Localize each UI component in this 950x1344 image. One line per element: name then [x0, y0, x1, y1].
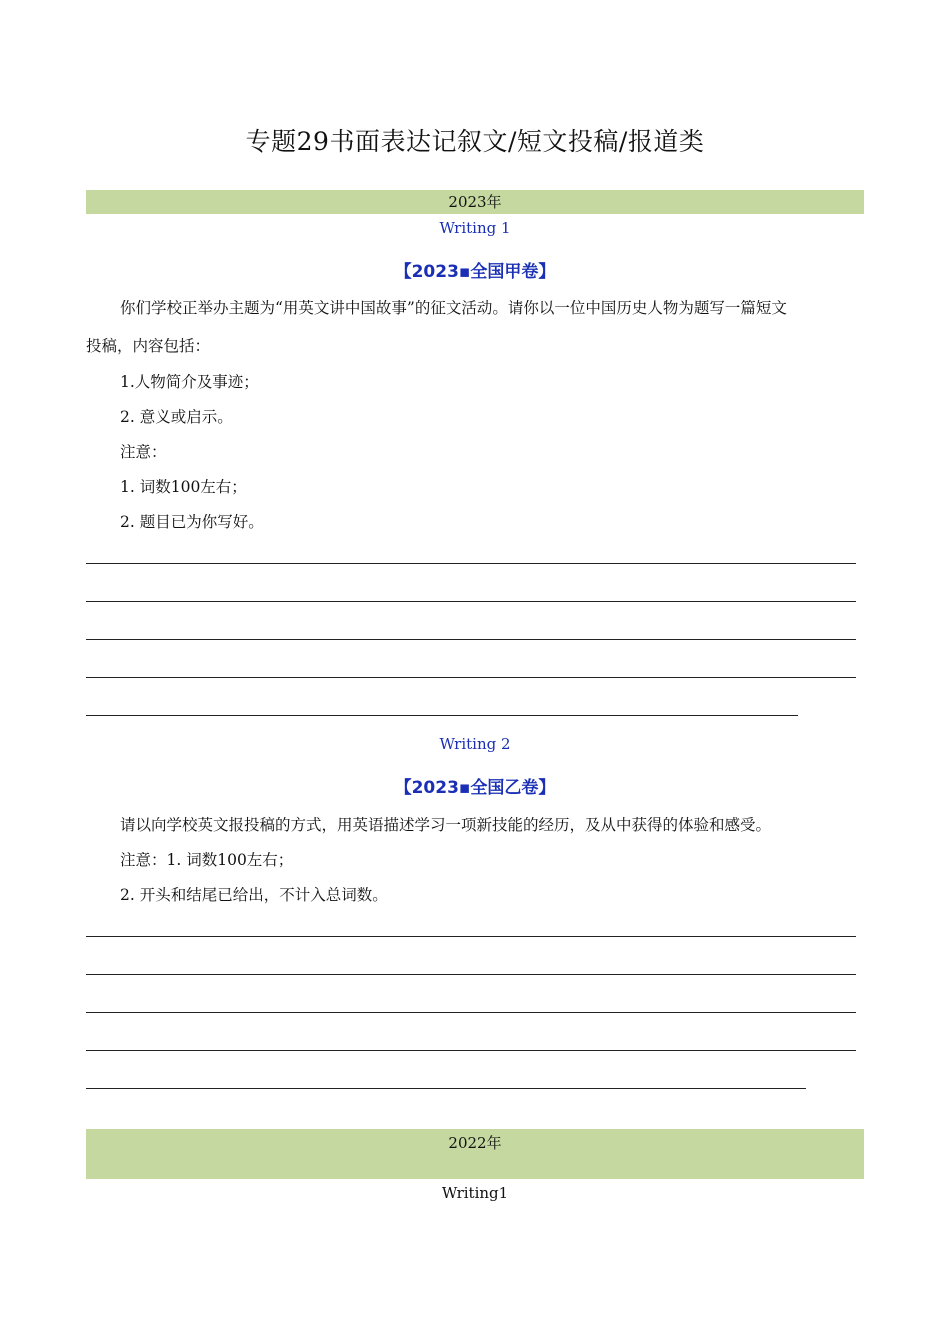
answer-line	[86, 639, 856, 640]
writing-1-item: 1.人物简介及事迹；	[120, 373, 259, 391]
year-band-2022	[86, 1129, 864, 1179]
writing-1-item: 2. 题目已为你写好。	[120, 513, 264, 531]
answer-line	[86, 974, 856, 975]
writing-2022-1-label: Writing1	[441, 1184, 509, 1202]
writing-1-note-heading: 注意：	[120, 443, 167, 461]
year-label: 2022年	[448, 1134, 502, 1152]
answer-line	[86, 601, 856, 602]
answer-line	[86, 677, 856, 678]
answer-line	[86, 936, 856, 937]
page-title: 专题29书面表达记叙文/短文投稿/报道类	[245, 127, 705, 156]
writing-1-prompt-line1: 你们学校正举办主题为“用英文讲中国故事”的征文活动。请你以一位中国历史人物为题写一篇短文	[120, 299, 787, 317]
writing-2-label: Writing 2	[439, 735, 511, 753]
year-label: 2023年	[448, 193, 502, 211]
answer-line	[86, 1012, 856, 1013]
writing-2-prompt-line1: 请以向学校英文报投稿的方式，用英语描述学习一项新技能的经历，及从中获得的体验和感受。	[120, 816, 772, 834]
writing-1-source: 【2023▪全国甲卷】	[394, 262, 556, 282]
year-band-2023	[86, 190, 864, 214]
writing-2-item: 注意：1. 词数100左右；	[120, 851, 294, 869]
writing-1-label: Writing 1	[439, 219, 511, 237]
answer-line	[86, 1088, 806, 1089]
writing-1-item: 1. 词数100左右；	[120, 478, 247, 496]
answer-line	[86, 1050, 856, 1051]
writing-2-source: 【2023▪全国乙卷】	[394, 778, 556, 798]
answer-line	[86, 715, 798, 716]
writing-1-prompt-line2: 投稿，内容包括：	[86, 337, 211, 355]
writing-1-item: 2. 意义或启示。	[120, 408, 233, 426]
writing-2-item: 2. 开头和结尾已给出，不计入总词数。	[120, 886, 388, 904]
answer-line	[86, 563, 856, 564]
